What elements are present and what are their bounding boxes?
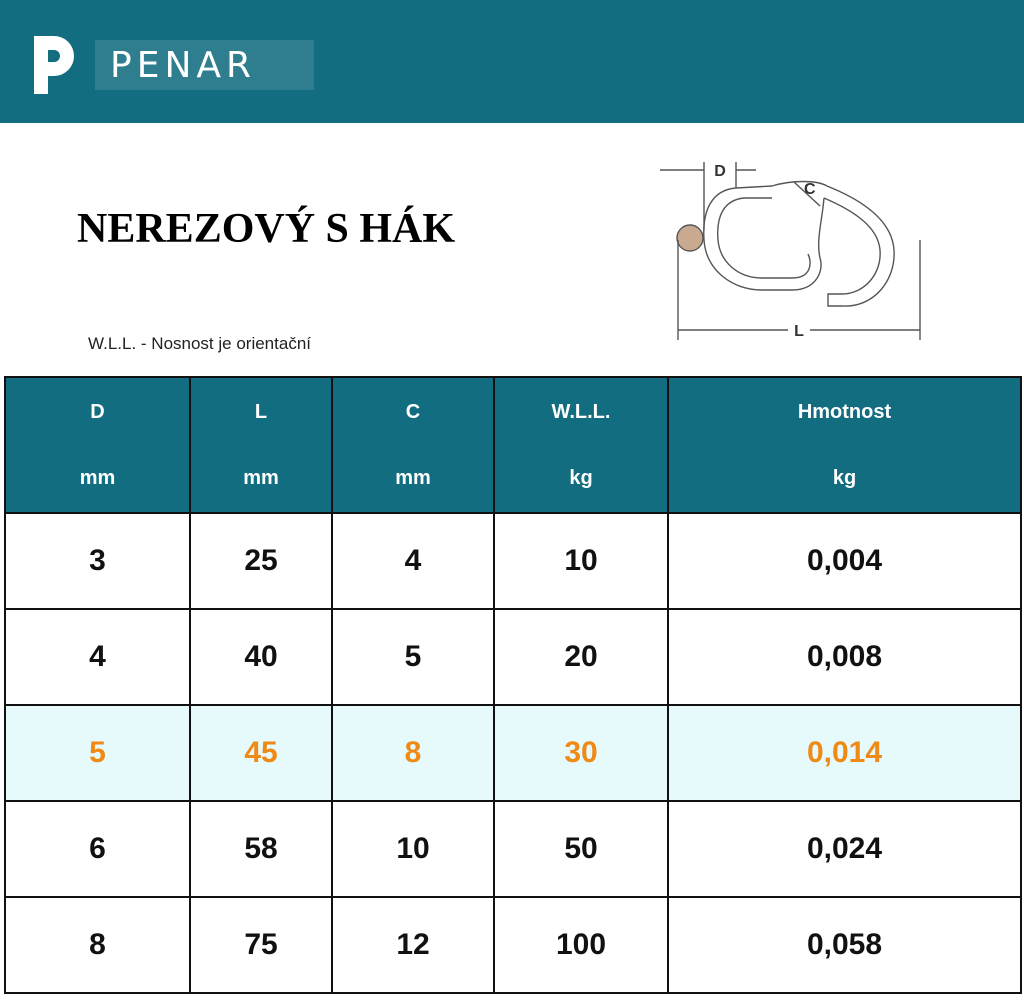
column-header: C mm xyxy=(332,377,494,513)
column-header: L mm xyxy=(190,377,332,513)
diagram-label-d: D xyxy=(714,163,726,180)
table-cell: 10 xyxy=(494,513,668,609)
header-bar xyxy=(0,0,1024,123)
table-cell: 58 xyxy=(190,801,332,897)
table-cell: 12 xyxy=(332,897,494,993)
table-cell: 0,004 xyxy=(668,513,1021,609)
table-row xyxy=(5,609,1021,705)
table-row xyxy=(5,513,1021,609)
column-header: D mm xyxy=(5,377,190,513)
table-cell: 45 xyxy=(190,705,332,801)
diagram-label-c: C xyxy=(804,181,816,198)
table-row xyxy=(5,801,1021,897)
table-cell: 6 xyxy=(5,801,190,897)
table-cell: 10 xyxy=(332,801,494,897)
table-cell: 40 xyxy=(190,609,332,705)
diagram-label-l: L xyxy=(794,323,804,340)
penar-logo-icon xyxy=(30,32,80,98)
table-cell: 0,058 xyxy=(668,897,1021,993)
table-cell: 4 xyxy=(332,513,494,609)
wll-note: W.L.L. - Nosnost je orientační xyxy=(88,334,311,353)
table-cell: 30 xyxy=(494,705,668,801)
table-cell: 0,014 xyxy=(668,705,1021,801)
table-cell: 3 xyxy=(5,513,190,609)
s-hook-diagram-icon xyxy=(652,150,932,350)
brand-name: PENAR xyxy=(110,45,257,86)
table-row-highlighted xyxy=(5,705,1021,801)
table-cell: 5 xyxy=(5,705,190,801)
table-cell: 4 xyxy=(5,609,190,705)
table-cell: 8 xyxy=(332,705,494,801)
table-cell: 100 xyxy=(494,897,668,993)
table-cell: 5 xyxy=(332,609,494,705)
table-cell: 20 xyxy=(494,609,668,705)
table-cell: 0,008 xyxy=(668,609,1021,705)
table-cell: 50 xyxy=(494,801,668,897)
spec-table xyxy=(4,376,1022,994)
table-cell: 8 xyxy=(5,897,190,993)
column-header: W.L.L. kg xyxy=(494,377,668,513)
table-cell: 75 xyxy=(190,897,332,993)
table-header-row xyxy=(5,377,1021,513)
column-header: Hmotnost kg xyxy=(668,377,1021,513)
page-title: NEREZOVÝ S HÁK xyxy=(77,206,456,252)
table-cell: 0,024 xyxy=(668,801,1021,897)
table-cell: 25 xyxy=(190,513,332,609)
table-row xyxy=(5,897,1021,993)
